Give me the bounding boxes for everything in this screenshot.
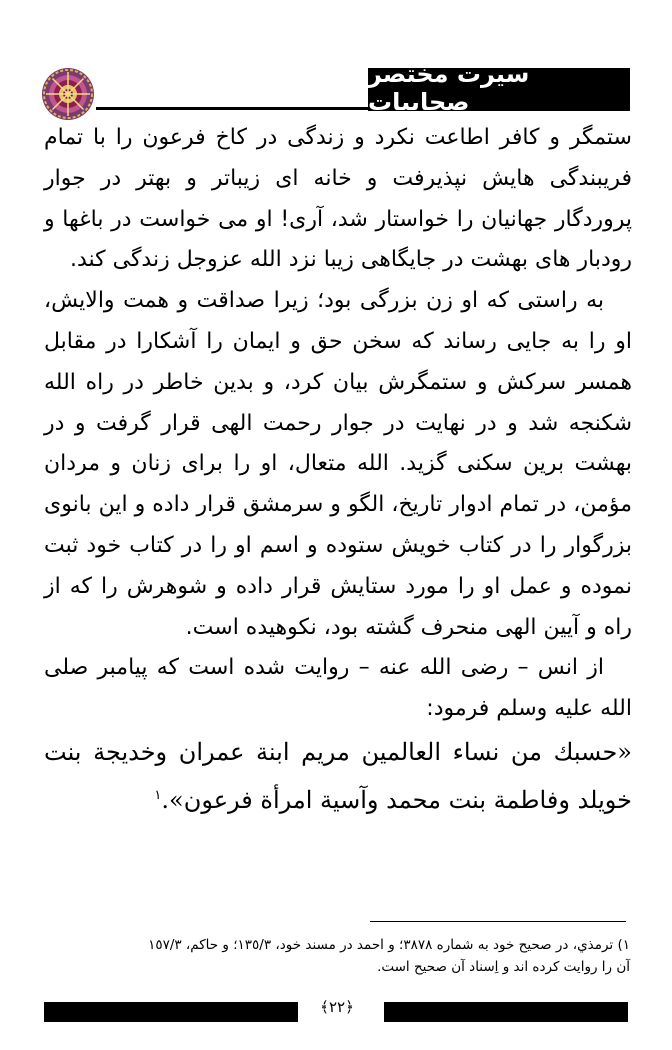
main-text (44, 118, 632, 822)
paragraph-3: از انس – رضی الله عنه – روایت شده است که پیامبر صلی الله علیه وسلم فرمود: (44, 655, 632, 722)
footnote-line-2: آن را روايت كرده اند و اِسناد آن صحيح است. (377, 959, 630, 975)
footnote-marker: ١ (154, 787, 162, 803)
footer-bar-left (44, 1002, 298, 1022)
rosette-ornament-icon (40, 66, 96, 122)
header-rule (96, 107, 368, 110)
paragraph-1: ستمگر و کافر اطاعت نکرد و زندگی در کاخ فرعون را با تمام فریبندگی هایش نپذیرفت و خانه ای زیباتر و بهتر در جوار پروردگار جهانیان را خواستار شد، آری! او می خواست در باغها و رودبار های بهشت در جایگاهی زیبا نزد الله عزوجل زندگی کند. (44, 125, 632, 273)
book-title: سیرت مختصر صحابیات (368, 60, 530, 116)
book-title-box (368, 60, 630, 116)
paragraph-2: به راستی که او زن بزرگی بود؛ زیرا صداقت و همت والایش، او را به جایی رساند که سخن حق و ایمان را آشکارا در مقابل همسر سرکش و ستمگرش بیان کرد، و بدین خاطر در راه الله شکنجه شد و در نهایت در جوار رحمت الهی قرار گرفت و در بهشت برین سکنی گزید. الله متعال، او را برای زنان و مردان مؤمن، در تمام ادوار تاریخ، الگو و سرمشق قرار داده و این بانوی بزرگوار را در کتاب خویش ستوده و اسم او را در کتاب خود ثبت نموده و عمل او را مورد ستایش قرار داده و شوهرش را که از راه و آیین الهی منحرف گشته بود، نکوهیده است. (44, 288, 632, 640)
page-number: ﴿٢٢﴾ (320, 998, 354, 1016)
page-header (40, 60, 630, 116)
hadith-quote (44, 730, 632, 822)
footnote (44, 934, 630, 978)
footer-bar-right (384, 1002, 628, 1022)
footnote-rule (370, 921, 626, 922)
hadith-text: «حسبك من نساء العالمين مريم ابنة عمران وخديجة بنت خويلد وفاطمة بنت محمد وآسية امرأة فرعون». (44, 737, 632, 814)
footnote-line-1: ١) ترمذي، در صحيح خود به شماره ٣٨٧٨؛ و احمد در مسند خود، ١٣٥/٣؛ و حاكم، ١٥٧/٣ (148, 937, 630, 953)
